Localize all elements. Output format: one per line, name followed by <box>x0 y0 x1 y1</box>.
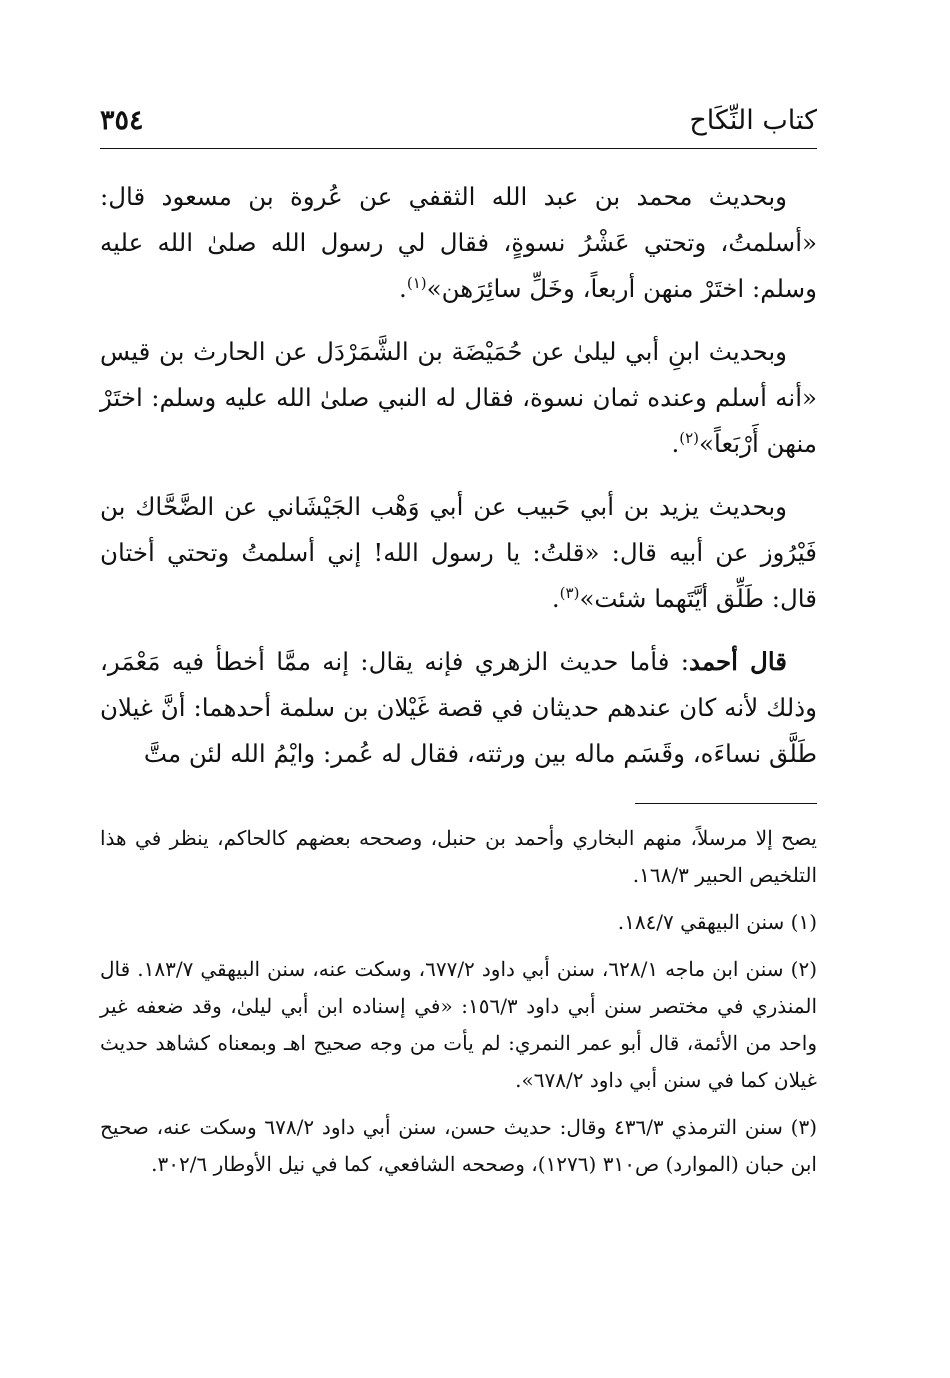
running-header <box>100 96 817 149</box>
paragraph-text: وبحديث ابنِ أبي ليلىٰ عن حُمَيْضَة بن الشَّمَرْدَل عن الحارث بن قيس «أنه أسلم وعنده ثمان نسوة، فقال له النبي صلىٰ الله عليه وسلم: اختَرْ منهن أَرْبَعاً» <box>100 337 817 458</box>
paragraph <box>100 174 817 312</box>
paragraph-text: وبحديث محمد بن عبد الله الثقفي عن عُروة بن مسعود قال: «أسلمتُ، وتحتي عَشْرُ نسوةٍ، فقال لي رسول الله صلىٰ الله عليه وسلم: اختَرْ منهن أربعاً، وخَلِّ سائِرَهن» <box>100 182 817 303</box>
page-number: ٣٥٤ <box>100 105 144 136</box>
footnote-number: (١) <box>790 910 817 934</box>
book-title: كتاب النِّكَاح <box>689 105 817 136</box>
main-text <box>100 174 817 777</box>
footnote-text: سنن البيهقي ١٨٤/٧. <box>617 910 785 934</box>
paragraph <box>100 329 817 467</box>
footnote-number: (٢) <box>790 957 817 981</box>
paragraph <box>100 639 817 777</box>
footnote <box>100 951 817 1099</box>
footnote-reference: (١) <box>406 273 427 292</box>
footnote-separator <box>635 803 817 804</box>
paragraph-end: . <box>551 584 560 613</box>
footnote-text: سنن الترمذي ٤٣٦/٣ وقال: حديث حسن، سنن أبي داود ٦٧٨/٢ وسكت عنه، صحيح ابن حبان (الموارد) ص٣١٠ (١٢٧٦)، وصححه الشافعي، كما في نيل الأوطار ٣٠٢/٦. <box>100 1115 817 1176</box>
footnotes <box>100 820 817 1183</box>
footnote-reference: (٣) <box>559 583 580 602</box>
speaker-label: قال أحمد <box>689 647 787 676</box>
paragraph-text: وبحديث يزيد بن أبي حَبيب عن أبي وَهْب الجَيْشَاني عن الضَّحَّاك بن فَيْرُوز عن أبيه قال: «قلتُ: يا رسول الله! إني أسلمتُ وتحتي أختان قال: طَلِّق أيَّتَهما شئت» <box>100 492 817 613</box>
paragraph-text: : فأما حديث الزهري فإنه يقال: إنه ممَّا أخطأ فيه مَعْمَر، وذلك لأنه كان عندهم حديثان في قصة غَيْلان بن سلمة أحدهما: أنَّ غيلان طَلَّق نساءَه، وقَسَم ماله بين ورثته، فقال له عُمر: وايْمُ الله لئن متَّ <box>100 647 817 768</box>
footnote-number: (٣) <box>790 1115 818 1139</box>
paragraph <box>100 484 817 622</box>
paragraph-end: . <box>671 429 680 458</box>
footnote <box>100 904 817 941</box>
footnote <box>100 1109 817 1183</box>
footnote-continued: يصح إلا مرسلاً، منهم البخاري وأحمد بن حنبل، وصححه بعضهم كالحاكم، ينظر في هذا التلخيص الحبير ١٦٨/٣. <box>100 826 817 887</box>
book-page <box>100 96 817 1193</box>
paragraph-end: . <box>399 274 407 303</box>
footnote-text: سنن ابن ماجه ٦٢٨/١، سنن أبي داود ٦٧٧/٢، وسكت عنه، سنن البيهقي ١٨٣/٧. قال المنذري في مختصر سنن أبي داود ١٥٦/٣: «في إسناده ابن أبي ليلىٰ، وقد ضعفه غير واحد من الأئمة، قال أبو عمر النمري: لم يأت من وجه صحيح اهـ وبمعناه كشاهد حديث غيلان كما في سنن أبي داود ٦٧٨/٢». <box>100 957 818 1092</box>
footnote-reference: (٢) <box>679 428 700 447</box>
